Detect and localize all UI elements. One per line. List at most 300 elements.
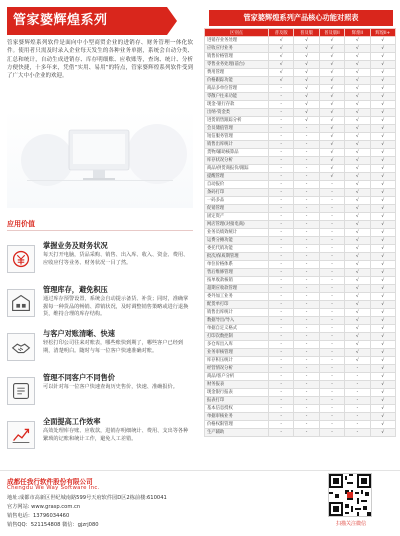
feature-support-cell: - [319,373,344,381]
feature-support-cell: √ [345,93,370,101]
table-row [205,93,396,101]
feature-name-cell: 库存积压统计 [205,357,269,365]
table-row [205,85,396,93]
feature-support-cell: - [345,429,370,437]
feature-support-cell: - [294,189,319,197]
table-row [205,141,396,149]
feature-support-cell: √ [370,101,395,109]
feature-support-cell: √ [370,237,395,245]
feature-name-cell: 网店管理(对接电商) [205,221,269,229]
illustration-graphic [7,110,193,208]
feature-support-cell: - [294,365,319,373]
value-desc: 高效处理库存账、应收款，进销存明细统计、费用、支出等各种繁琐的记账和统计工作，避免人工差错。 [43,428,189,442]
value-head: 管理库存，避免积压 [43,285,108,294]
table-row [205,173,396,181]
table-row [205,189,396,197]
table-row [205,165,396,173]
feature-support-cell: √ [319,165,344,173]
feature-support-cell: - [319,301,344,309]
feature-support-cell: √ [319,141,344,149]
feature-support-cell: √ [319,93,344,101]
feature-support-cell: - [269,413,294,421]
feature-support-cell: - [294,333,319,341]
table-row [205,221,396,229]
feature-support-cell: - [319,293,344,301]
value-head: 全面提高工作效率 [43,417,101,426]
feature-name-cell: 按单收款核销 [205,277,269,285]
feature-support-cell: √ [345,189,370,197]
feature-support-cell: - [294,277,319,285]
feature-support-cell: √ [370,301,395,309]
table-row [205,381,396,389]
table-row [205,349,396,357]
feature-support-cell: √ [370,133,395,141]
feature-support-cell: - [345,405,370,413]
feature-support-cell: √ [345,197,370,205]
table-row [205,245,396,253]
feature-support-cell: √ [319,37,344,45]
feature-name-cell: 单据审核业务 [205,413,269,421]
feature-support-cell: - [269,101,294,109]
feature-support-cell: √ [345,69,370,77]
handshake-icon [7,333,35,361]
feature-support-cell: - [345,365,370,373]
feature-name-cell: 数据导出/导入 [205,317,269,325]
feature-support-cell: √ [370,109,395,117]
feature-support-cell: √ [370,205,395,213]
feature-support-cell: √ [345,125,370,133]
warehouse-icon [7,289,35,317]
feature-support-cell: √ [345,253,370,261]
sales-phone: 销售电话：13796034460 [7,513,70,519]
feature-name-cell: 价格权限管理 [205,421,269,429]
feature-name-cell: 业务审核管理 [205,349,269,357]
feature-support-cell: - [319,197,344,205]
feature-support-cell: √ [345,293,370,301]
value-item-reconcile [7,329,197,373]
feature-name-cell: 批次/保质期管理 [205,253,269,261]
feature-support-cell: - [345,421,370,429]
feature-name-cell: 超期应收款管理 [205,285,269,293]
feature-support-cell: √ [370,69,395,77]
feature-support-cell: √ [345,37,370,45]
table-row [205,77,396,85]
feature-support-cell: - [269,333,294,341]
feature-support-cell: - [294,229,319,237]
value-item-inventory [7,285,197,329]
feature-support-cell: √ [370,45,395,53]
feature-name-cell: 提醒管理 [205,173,269,181]
feature-name-cell: 费用管理 [205,69,269,77]
feature-support-cell: - [294,429,319,437]
feature-support-cell: - [269,293,294,301]
feature-name-cell: 销售出库统计 [205,141,269,149]
feature-support-cell: √ [370,325,395,333]
feature-support-cell: √ [370,349,395,357]
feature-name-cell: 运费分摊功能 [205,237,269,245]
feature-support-cell: √ [294,61,319,69]
feature-support-cell: - [319,181,344,189]
feature-support-cell: √ [370,341,395,349]
feature-support-cell: √ [370,397,395,405]
feature-support-cell: - [319,237,344,245]
feature-support-cell: √ [345,165,370,173]
table-row [205,181,396,189]
feature-support-cell: - [294,269,319,277]
feature-support-cell: - [345,381,370,389]
feature-support-cell: √ [370,149,395,157]
footer [0,470,400,536]
feature-support-cell: - [269,357,294,365]
feature-support-cell: √ [345,221,370,229]
feature-support-cell: √ [345,77,370,85]
table-row [205,197,396,205]
feature-support-cell: √ [370,165,395,173]
feature-support-cell: √ [370,365,395,373]
feature-support-cell: √ [294,45,319,53]
table-row [205,125,396,133]
price-icon [7,377,35,405]
feature-name-cell: 商品/供货商报价/跟踪 [205,165,269,173]
feature-name-cell: 促销管理 [205,205,269,213]
title-arrow [167,7,177,35]
feature-support-cell: √ [319,61,344,69]
feature-name-cell: 自动报价 [205,181,269,189]
table-row [205,293,396,301]
feature-support-cell: - [269,421,294,429]
table-header-cell: 区别点 [205,29,269,37]
feature-support-cell: √ [370,173,395,181]
feature-support-cell: √ [319,101,344,109]
feature-support-cell: √ [345,85,370,93]
feature-support-cell: √ [370,269,395,277]
feature-support-cell: - [269,277,294,285]
table-row [205,213,396,221]
table-header-row [205,29,396,37]
feature-name-cell: 基本信息授权 [205,405,269,413]
feature-support-cell: √ [345,133,370,141]
feature-support-cell: - [269,213,294,221]
feature-name-cell: 库存状况分析 [205,157,269,165]
feature-support-cell: - [319,381,344,389]
feature-support-cell: √ [370,429,395,437]
feature-name-cell: 短信服务管理 [205,133,269,141]
table-row [205,341,396,349]
feature-name-cell: 委托代销功能 [205,245,269,253]
table-row [205,69,396,77]
feature-support-cell: - [294,357,319,365]
feature-support-cell: √ [370,213,395,221]
feature-support-cell: √ [269,77,294,85]
feature-support-cell: √ [319,117,344,125]
table-row [205,405,396,413]
feature-support-cell: - [294,293,319,301]
feature-name-cell: 条码打印 [205,189,269,197]
feature-support-cell: √ [370,141,395,149]
feature-support-cell: √ [345,245,370,253]
feature-support-cell: √ [345,213,370,221]
feature-support-cell: √ [319,45,344,53]
feature-support-cell: √ [370,277,395,285]
feature-name-cell: 业务员绩效统计 [205,229,269,237]
feature-support-cell: √ [294,77,319,85]
feature-support-cell: √ [370,253,395,261]
product-illustration [7,110,193,208]
feature-support-cell: - [319,245,344,253]
feature-name-cell: 经营情况分析 [205,365,269,373]
feature-support-cell: √ [345,173,370,181]
feature-support-cell: - [319,429,344,437]
feature-support-cell: - [319,261,344,269]
feature-support-cell: - [269,365,294,373]
feature-support-cell: √ [345,45,370,53]
table-row [205,205,396,213]
feature-name-cell: 进销存业务处理 [205,37,269,45]
feature-support-cell: - [319,277,344,285]
comparison-table [204,28,396,437]
feature-name-cell: 售后维修管理 [205,269,269,277]
feature-support-cell: - [294,157,319,165]
section-divider [7,230,193,231]
table-row [205,157,396,165]
feature-support-cell: √ [294,53,319,61]
feature-support-cell: - [294,237,319,245]
table-row [205,373,396,381]
series-title: 管家婆辉煌系列 [7,7,167,35]
feature-support-cell: - [269,429,294,437]
feature-name-cell: 打印次数控制 [205,333,269,341]
feature-support-cell: - [294,413,319,421]
feature-support-cell: - [319,205,344,213]
feature-support-cell: - [319,285,344,293]
feature-name-cell: 配货单打印 [205,301,269,309]
company-address: 地址:成都市高新区世纪城南路599号天府软件园D区2栋前楼:610041 [7,495,167,501]
money-icon [7,245,35,273]
comparison-table-title: 管家婆辉煌系列产品核心功能对照表 [209,10,393,26]
feature-support-cell: √ [345,157,370,165]
feature-support-cell: - [319,341,344,349]
feature-support-cell: - [345,389,370,397]
feature-support-cell: - [319,213,344,221]
feature-name-cell: 价格跟踪功能 [205,77,269,85]
feature-support-cell: - [294,309,319,317]
feature-support-cell: - [269,149,294,157]
feature-support-cell: √ [370,61,395,69]
feature-support-cell: - [269,253,294,261]
feature-support-cell: - [294,373,319,381]
feature-support-cell: - [319,413,344,421]
feature-support-cell: √ [345,117,370,125]
feature-support-cell: - [269,221,294,229]
feature-support-cell: - [269,317,294,325]
feature-support-cell: √ [294,85,319,93]
feature-support-cell: - [269,189,294,197]
feature-support-cell: √ [345,237,370,245]
value-desc: 每天打开电脑，货品采购、销售、出入库、收入、资金、费用、应收应付等业务、财务状况一目了然。 [43,252,189,266]
feature-name-cell: 销售价格管理 [205,53,269,61]
feature-support-cell: √ [319,109,344,117]
feature-support-cell: √ [370,229,395,237]
intro-paragraph: 管家婆辉煌系列软件是面向中小型商贸企业的进销存、财务管理一体化软件。使用者只需及时录入企业每天发生的各种业务单据，系统会自动分类、汇总和统计，自动生成进销存、库存明细账、应收账等，查询、统计、分析方便快捷，十多年来，凭借“实用、易用”的特点，管家婆辉煌系列软件受到了广大中小企业的欢迎。 [7,40,193,80]
table-row [205,229,396,237]
feature-support-cell: √ [345,285,370,293]
feature-support-cell: - [269,309,294,317]
feature-support-cell: - [269,261,294,269]
section-label-value: 应用价值 [7,220,35,228]
feature-support-cell: - [294,205,319,213]
feature-support-cell: - [269,301,294,309]
feature-support-cell: - [269,141,294,149]
feature-support-cell: √ [269,61,294,69]
table-row [205,61,396,69]
feature-support-cell: - [269,245,294,253]
company-website[interactable]: 官方网站: www.grasp.com.cn [7,504,81,510]
table-row [205,421,396,429]
table-row [205,237,396,245]
feature-support-cell: √ [319,125,344,133]
feature-name-cell: 出纳-资金类 [205,109,269,117]
feature-support-cell: - [319,253,344,261]
feature-name-cell: 货物/辅助核算品 [205,149,269,157]
feature-support-cell: √ [345,141,370,149]
feature-support-cell: √ [345,333,370,341]
table-row [205,309,396,317]
feature-support-cell: - [319,309,344,317]
feature-support-cell: √ [345,317,370,325]
feature-support-cell: √ [345,205,370,213]
table-row [205,365,396,373]
feature-support-cell: - [319,317,344,325]
feature-support-cell: - [269,165,294,173]
feature-support-cell: √ [370,333,395,341]
feature-support-cell: - [269,237,294,245]
feature-support-cell: - [319,421,344,429]
feature-name-cell: 财务报表 [205,381,269,389]
feature-support-cell: √ [294,117,319,125]
feature-support-cell: - [269,85,294,93]
feature-name-cell: 零散户往来功能 [205,93,269,101]
feature-support-cell: √ [345,349,370,357]
feature-support-cell: - [319,349,344,357]
sales-contact: 销售QQ：521154808 微信：gjzrj080 [7,522,99,528]
feature-support-cell: √ [319,133,344,141]
feature-support-cell: - [294,317,319,325]
feature-support-cell: √ [370,381,395,389]
comparison-table-body [205,37,396,437]
table-header-cell: 辉煌II+ [370,29,395,37]
table-row [205,277,396,285]
table-row [205,133,396,141]
value-item-finance [7,241,197,285]
feature-support-cell: √ [345,229,370,237]
feature-support-cell: √ [370,245,395,253]
feature-support-cell: √ [269,45,294,53]
feature-support-cell: √ [319,69,344,77]
feature-support-cell: √ [269,37,294,45]
feature-support-cell: √ [319,85,344,93]
feature-support-cell: - [319,389,344,397]
feature-support-cell: - [294,213,319,221]
feature-support-cell: - [319,357,344,365]
feature-name-cell: 固定资产 [205,213,269,221]
table-row [205,389,396,397]
feature-name-cell: 销售出库统计 [205,309,269,317]
value-head: 掌握业务及财务状况 [43,241,108,250]
feature-support-cell: - [319,397,344,405]
feature-support-cell: - [294,301,319,309]
feature-support-cell: - [294,341,319,349]
table-row [205,413,396,421]
left-column [0,0,198,470]
feature-support-cell: - [294,397,319,405]
feature-support-cell: - [294,421,319,429]
feature-name-cell: 进货销售跟踪分析 [205,117,269,125]
feature-support-cell: - [294,405,319,413]
table-row [205,397,396,405]
feature-support-cell: √ [294,69,319,77]
feature-support-cell: √ [370,37,395,45]
table-header-cell: 辉煌II [345,29,370,37]
feature-support-cell: √ [345,309,370,317]
feature-support-cell: - [319,333,344,341]
feature-support-cell: √ [370,77,395,85]
feature-support-cell: √ [370,261,395,269]
company-name: 成都任我行软件股份有限公司 [7,478,93,486]
feature-support-cell: √ [294,101,319,109]
feature-support-cell: √ [370,421,395,429]
feature-support-cell: - [294,125,319,133]
table-row [205,333,396,341]
table-row [205,285,396,293]
feature-support-cell: √ [370,309,395,317]
feature-support-cell: - [294,381,319,389]
value-desc: 通过库存预警设置，系统会自动提示备货、补货；同时，准确掌握每一种货品的畅销、滞销状况，及时调整销售策略或进行退换货，维持合理的库存结构。 [43,296,189,318]
feature-support-cell: √ [345,277,370,285]
table-row [205,53,396,61]
feature-support-cell: - [345,373,370,381]
efficiency-icon [7,421,35,449]
value-head: 管理不同客户不同售价 [43,373,115,382]
table-row [205,317,396,325]
feature-support-cell: √ [345,61,370,69]
feature-support-cell: - [269,389,294,397]
feature-support-cell: √ [345,269,370,277]
feature-support-cell: - [319,405,344,413]
comparison-table-wrapper [204,28,396,462]
feature-support-cell: √ [370,157,395,165]
feature-support-cell: - [345,397,370,405]
value-item-pricing [7,373,197,417]
feature-support-cell: - [294,389,319,397]
table-row [205,269,396,277]
table-row [205,301,396,309]
feature-support-cell: √ [345,53,370,61]
feature-support-cell: √ [370,317,395,325]
feature-support-cell: √ [345,325,370,333]
table-row [205,253,396,261]
feature-name-cell: 零售业务处理(前台) [205,61,269,69]
feature-name-cell: 一码多品 [205,197,269,205]
table-row [205,149,396,157]
company-name-en: Chengdu We Way Software Inc. [7,485,100,491]
feature-support-cell: - [269,325,294,333]
feature-support-cell: - [294,285,319,293]
feature-support-cell: √ [345,101,370,109]
feature-support-cell: - [319,221,344,229]
table-row [205,357,396,365]
feature-support-cell: - [294,221,319,229]
feature-support-cell: - [294,245,319,253]
